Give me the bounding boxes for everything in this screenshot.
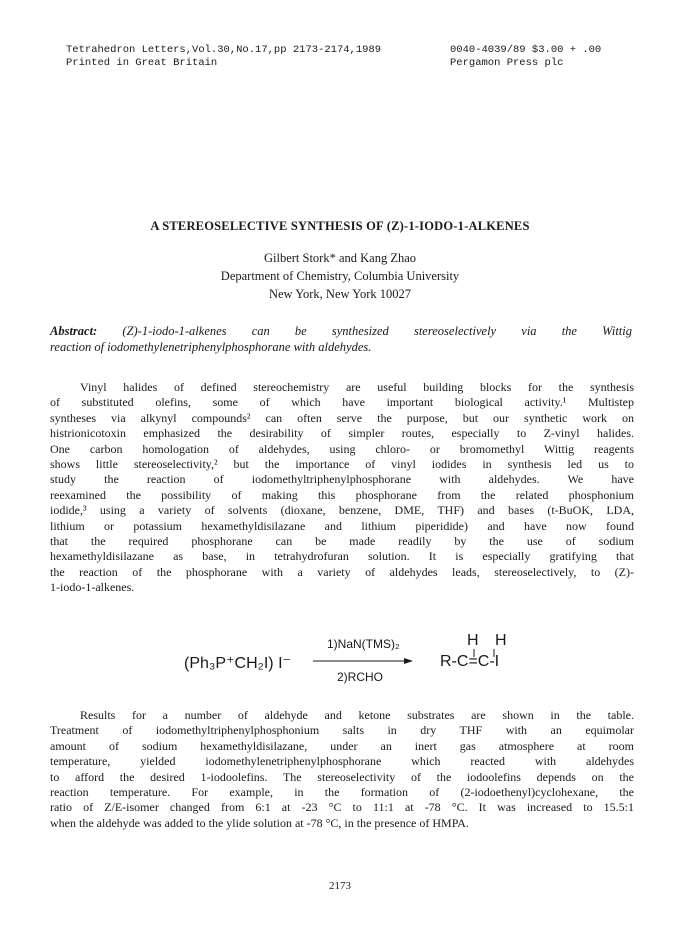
text-line: Results for a number of aldehyde and ketone substrates are shown in the table. — [80, 708, 634, 722]
text-line: iodide,³ using a variety of solvents (dioxane, benzene, DME, THF) and bases (t-BuOK, LDA, — [50, 503, 634, 518]
reaction-arrow-icon — [313, 656, 413, 666]
text-line: syntheses via alkynyl compounds² can often serve the purpose, but our synthetic work on — [50, 410, 634, 425]
product: R-C=C-I — [440, 653, 500, 670]
paragraph-1 — [50, 380, 634, 596]
text-line: 1-iodo-1-alkenes. — [50, 580, 135, 595]
text-line: One carbon homologation of aldehydes, using chloro- or bromomethyl Wittig reagents — [50, 441, 634, 456]
text-line: lithium or potassium hexamethyldisilazane and lithium piperidide) and have now found — [50, 518, 634, 533]
text-line: study the reaction of iodomethyltriphenylphosphorane with aldehydes. We have — [50, 472, 634, 487]
product-hydrogens: H H — [467, 632, 513, 649]
printed-in: Printed in Great Britain — [66, 57, 218, 69]
paper-title: A STEREOSELECTIVE SYNTHESIS OF (Z)-1-IODO-1-ALKENES — [150, 219, 530, 233]
journal-citation: Tetrahedron Letters,Vol.30,No.17,pp 2173-2174,1989 — [66, 44, 382, 56]
reactant: (Ph₃P⁺CH₂I) I⁻ — [184, 655, 291, 672]
text-line: when the aldehyde was added to the ylide solution at -78 °C, in the presence of HMPA. — [50, 815, 469, 830]
abstract — [50, 323, 632, 355]
text-line: Vinyl halides of defined stereochemistry are useful building blocks for the synthesis — [80, 380, 634, 394]
authors: Gilbert Stork* and Kang Zhao — [263, 251, 417, 265]
text-line: the reaction of the phosphorane with a variety of aldehydes leads, stereoselectively, to (Z)- — [50, 564, 634, 579]
text-line: Treatment of iodomethyltriphenylphosphonium salts in dry THF with an equimolar — [50, 723, 634, 738]
author-block — [0, 249, 680, 303]
reaction-scheme — [0, 630, 680, 690]
reagent-step-2: 2)RCHO — [337, 670, 384, 684]
address: New York, New York 10027 — [268, 287, 412, 301]
text-line: reaction temperature. For example, in the formation of (2-iodoethenyl)cyclohexane, the — [50, 785, 634, 800]
text-line: shows little stereoselectivity,² but the importance of vinyl iodides in synthesis led us to — [50, 457, 634, 472]
page-number: 2173 — [329, 880, 351, 892]
issn-price: 0040-4039/89 $3.00 + .00 — [450, 44, 602, 56]
text-line: hexamethyldisilazane as base, in tetrahydrofuran solution. It is especially gratifying that — [50, 549, 634, 564]
abstract-label: Abstract: — [50, 324, 98, 338]
text-line: temperature, yielded iodomethylenetriphenylphosphorane which reacted with aldehydes — [50, 754, 634, 769]
text-line: ratio of Z/E-isomer changed from 6:1 at -23 °C to 11:1 at -78 °C. It was increased to 15.5:1 — [50, 800, 634, 815]
running-header — [66, 44, 618, 70]
abstract-line-1: (Z)-1-iodo-1-alkenes can be synthesized stereoselectively via the Wittig — [122, 324, 633, 338]
text-line: amount of sodium hexamethyldisilazane, under an inert gas atmosphere at room — [50, 738, 634, 753]
paragraph-2 — [50, 708, 634, 831]
text-line: reexamined the possibility of making this phosphorane from the related phosphonium — [50, 487, 634, 502]
publisher: Pergamon Press plc — [450, 57, 564, 69]
abstract-line-2: reaction of iodomethylenetriphenylphosphorane with aldehydes. — [50, 340, 372, 354]
text-line: that the required phosphorane can be made readily by the use of sodium — [50, 534, 634, 549]
reagent-step-1: 1)NaN(TMS)₂ — [327, 637, 400, 651]
text-line: of substituted olefins, some of which have important biological activity.¹ Multistep — [50, 395, 634, 410]
text-line: histrionicotoxin emphasized the desirability of simpler routes, especially to Z-vinyl halides. — [50, 426, 634, 441]
text-line: to afford the desired 1-iodoolefins. The stereoselectivity of the iodoolefins depends on the — [50, 769, 634, 784]
department: Department of Chemistry, Columbia University — [220, 269, 460, 283]
